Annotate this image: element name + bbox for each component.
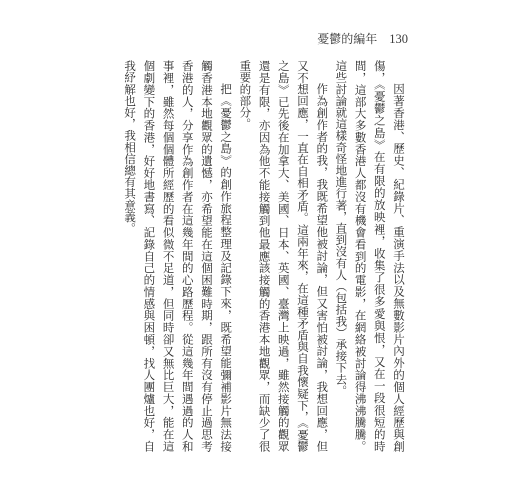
page-header bbox=[317, 30, 408, 47]
page-number: 130 bbox=[389, 32, 408, 46]
paragraph-2: 作為創作者的我，我既希望他被討論，但又害怕被討論，我想回應，但又不想回應，一直在自相矛盾。這兩年來，在這種矛盾與自我懷疑下，《憂鬱之島》已先後在加拿大、美國、日本、英國、臺灣上映過，雖然接觸的觀眾還是有限，亦因為他不能接觸到他最應該接觸的香港本地觀眾，而缺少了很重要的部分。 bbox=[238, 60, 330, 452]
running-title: 憂鬱的編年 bbox=[317, 32, 378, 46]
body-text bbox=[108, 60, 408, 452]
paragraph-3: 把《憂鬱之島》的創作旅程整理及記錄下來，既希望能彌補影片無法接觸香港本地觀眾的遺憾，亦希望能在這個困難時期，跟所有沒有停止過思考香港的人，分享作為創作者在這幾年間的心路歷程。從這幾年間遇過的人和事裡，雖然每個個體所經歷的看似微不足道，但同時卻又無比巨大，能在這個劇變下的香港，好好地書寫、記錄自己的情感與困頓，找人團爐也好，自我紓解也好，我相信總有其意義。 bbox=[123, 60, 234, 452]
paragraph-1: 因著香港、歷史、紀錄片、重演手法以及無數影片內外的個人經歷與創傷，《憂鬱之島》在有限的放映裡，收集了很多愛與恨，又在一段很短的時間，這部大多數香港人都沒有機會看到的電影，在網絡被討論得沸沸騰騰。這些討論就這樣奇怪地進行著，直到沒有人（包括我）承接下去。 bbox=[334, 60, 406, 452]
